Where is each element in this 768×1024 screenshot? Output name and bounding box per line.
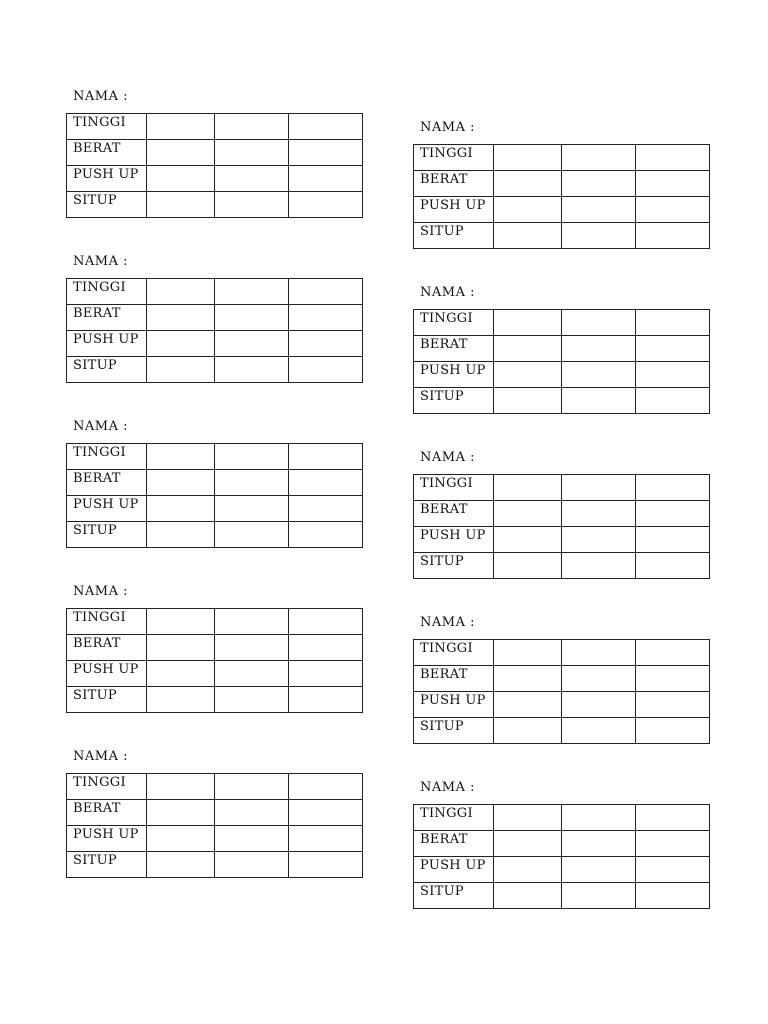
row-label: SITUP <box>67 687 147 713</box>
entry-cell[interactable] <box>562 666 636 692</box>
row-tinggi <box>67 279 363 305</box>
entry-cell[interactable] <box>215 140 289 166</box>
row-push-up <box>414 527 710 553</box>
entry-cell[interactable] <box>636 171 710 197</box>
row-situp <box>67 357 363 383</box>
name-label: NAMA : <box>73 254 128 269</box>
name-label: NAMA : <box>73 749 128 764</box>
row-tinggi <box>67 774 363 800</box>
row-label: SITUP <box>67 852 147 878</box>
row-label: SITUP <box>414 223 494 249</box>
entry-cell[interactable] <box>562 310 636 336</box>
row-label: BERAT <box>67 800 147 826</box>
entry-cell[interactable] <box>494 805 562 831</box>
entry-cell[interactable] <box>494 666 562 692</box>
row-label: PUSH UP <box>67 166 147 192</box>
entry-cell[interactable] <box>636 805 710 831</box>
row-tinggi <box>414 145 710 171</box>
row-situp <box>67 687 363 713</box>
entry-cell[interactable] <box>147 774 215 800</box>
entry-cell[interactable] <box>289 661 363 687</box>
entry-cell[interactable] <box>636 145 710 171</box>
row-label: SITUP <box>414 388 494 414</box>
row-push-up <box>67 331 363 357</box>
row-situp <box>414 223 710 249</box>
entry-cell[interactable] <box>215 331 289 357</box>
row-situp <box>414 883 710 909</box>
row-push-up <box>414 857 710 883</box>
row-berat <box>414 831 710 857</box>
row-push-up <box>414 362 710 388</box>
entry-cell[interactable] <box>147 826 215 852</box>
row-situp <box>414 388 710 414</box>
entry-cell[interactable] <box>147 114 215 140</box>
row-label: BERAT <box>67 140 147 166</box>
entry-cell[interactable] <box>215 852 289 878</box>
row-berat <box>414 666 710 692</box>
row-label: PUSH UP <box>414 362 494 388</box>
entry-cell[interactable] <box>215 635 289 661</box>
name-label: NAMA : <box>420 450 475 465</box>
entry-cell[interactable] <box>636 883 710 909</box>
entry-cell[interactable] <box>636 310 710 336</box>
entry-cell[interactable] <box>494 223 562 249</box>
row-label: TINGGI <box>67 609 147 635</box>
entry-cell[interactable] <box>562 640 636 666</box>
entry-cell[interactable] <box>215 496 289 522</box>
entry-cell[interactable] <box>494 831 562 857</box>
entry-cell[interactable] <box>636 718 710 744</box>
row-push-up <box>67 661 363 687</box>
entry-cell[interactable] <box>562 692 636 718</box>
entry-cell[interactable] <box>494 640 562 666</box>
entry-cell[interactable] <box>147 192 215 218</box>
entry-cell[interactable] <box>289 826 363 852</box>
measurement-table <box>66 773 363 878</box>
row-push-up <box>414 692 710 718</box>
entry-cell[interactable] <box>289 444 363 470</box>
entry-cell[interactable] <box>289 496 363 522</box>
row-label: PUSH UP <box>67 331 147 357</box>
entry-cell[interactable] <box>215 279 289 305</box>
entry-cell[interactable] <box>636 857 710 883</box>
row-label: BERAT <box>67 305 147 331</box>
row-label: PUSH UP <box>414 527 494 553</box>
row-label: TINGGI <box>67 279 147 305</box>
entry-cell[interactable] <box>636 831 710 857</box>
entry-cell[interactable] <box>636 388 710 414</box>
entry-cell[interactable] <box>289 166 363 192</box>
entry-cell[interactable] <box>147 305 215 331</box>
row-push-up <box>67 826 363 852</box>
row-label: BERAT <box>414 171 494 197</box>
entry-cell[interactable] <box>215 774 289 800</box>
row-berat <box>414 171 710 197</box>
entry-cell[interactable] <box>562 831 636 857</box>
row-berat <box>67 635 363 661</box>
entry-cell[interactable] <box>562 475 636 501</box>
entry-cell[interactable] <box>147 357 215 383</box>
entry-cell[interactable] <box>215 357 289 383</box>
row-tinggi <box>67 114 363 140</box>
row-label: TINGGI <box>67 114 147 140</box>
row-situp <box>414 718 710 744</box>
row-situp <box>67 192 363 218</box>
entry-cell[interactable] <box>215 444 289 470</box>
entry-cell[interactable] <box>562 553 636 579</box>
row-push-up <box>414 197 710 223</box>
row-berat <box>414 501 710 527</box>
entry-cell[interactable] <box>562 718 636 744</box>
entry-cell[interactable] <box>562 336 636 362</box>
entry-cell[interactable] <box>494 310 562 336</box>
row-tinggi <box>414 805 710 831</box>
entry-cell[interactable] <box>289 635 363 661</box>
entry-cell[interactable] <box>494 857 562 883</box>
entry-cell[interactable] <box>636 362 710 388</box>
entry-cell[interactable] <box>562 362 636 388</box>
row-berat <box>67 140 363 166</box>
measurement-table <box>66 608 363 713</box>
entry-cell[interactable] <box>147 800 215 826</box>
entry-cell[interactable] <box>289 522 363 548</box>
entry-cell[interactable] <box>215 687 289 713</box>
entry-cell[interactable] <box>147 166 215 192</box>
row-tinggi <box>67 444 363 470</box>
name-label: NAMA : <box>73 584 128 599</box>
row-label: TINGGI <box>67 774 147 800</box>
entry-cell[interactable] <box>147 635 215 661</box>
entry-cell[interactable] <box>636 475 710 501</box>
entry-cell[interactable] <box>215 166 289 192</box>
entry-cell[interactable] <box>636 501 710 527</box>
row-label: PUSH UP <box>67 826 147 852</box>
entry-cell[interactable] <box>562 527 636 553</box>
entry-cell[interactable] <box>289 687 363 713</box>
row-berat <box>67 800 363 826</box>
row-label: BERAT <box>67 470 147 496</box>
entry-cell[interactable] <box>215 609 289 635</box>
entry-cell[interactable] <box>562 197 636 223</box>
row-label: PUSH UP <box>414 197 494 223</box>
entry-cell[interactable] <box>562 171 636 197</box>
entry-cell[interactable] <box>147 444 215 470</box>
entry-cell[interactable] <box>215 192 289 218</box>
row-berat <box>67 470 363 496</box>
entry-cell[interactable] <box>289 140 363 166</box>
entry-cell[interactable] <box>147 140 215 166</box>
entry-cell[interactable] <box>289 192 363 218</box>
entry-cell[interactable] <box>562 388 636 414</box>
entry-cell[interactable] <box>494 883 562 909</box>
row-label: PUSH UP <box>67 496 147 522</box>
entry-cell[interactable] <box>215 661 289 687</box>
entry-cell[interactable] <box>147 522 215 548</box>
entry-cell[interactable] <box>147 331 215 357</box>
row-situp <box>67 852 363 878</box>
entry-cell[interactable] <box>562 883 636 909</box>
row-situp <box>414 553 710 579</box>
entry-cell[interactable] <box>494 692 562 718</box>
entry-cell[interactable] <box>147 687 215 713</box>
row-label: BERAT <box>67 635 147 661</box>
entry-cell[interactable] <box>215 800 289 826</box>
measurement-table <box>66 113 363 218</box>
entry-cell[interactable] <box>636 692 710 718</box>
entry-cell[interactable] <box>562 501 636 527</box>
row-label: BERAT <box>414 336 494 362</box>
entry-cell[interactable] <box>289 357 363 383</box>
row-berat <box>67 305 363 331</box>
name-label: NAMA : <box>420 780 475 795</box>
entry-cell[interactable] <box>636 640 710 666</box>
entry-cell[interactable] <box>562 223 636 249</box>
entry-cell[interactable] <box>289 774 363 800</box>
entry-cell[interactable] <box>562 805 636 831</box>
row-label: SITUP <box>414 553 494 579</box>
entry-cell[interactable] <box>636 223 710 249</box>
row-label: BERAT <box>414 831 494 857</box>
entry-cell[interactable] <box>289 800 363 826</box>
row-label: TINGGI <box>414 145 494 171</box>
row-label: SITUP <box>67 522 147 548</box>
entry-cell[interactable] <box>289 331 363 357</box>
name-label: NAMA : <box>73 89 128 104</box>
row-situp <box>67 522 363 548</box>
row-tinggi <box>414 475 710 501</box>
entry-cell[interactable] <box>494 171 562 197</box>
entry-cell[interactable] <box>147 852 215 878</box>
row-label: BERAT <box>414 501 494 527</box>
entry-cell[interactable] <box>494 197 562 223</box>
entry-cell[interactable] <box>289 114 363 140</box>
measurement-table <box>66 443 363 548</box>
row-tinggi <box>414 640 710 666</box>
row-label: TINGGI <box>414 310 494 336</box>
entry-cell[interactable] <box>636 666 710 692</box>
name-label: NAMA : <box>420 285 475 300</box>
entry-cell[interactable] <box>147 279 215 305</box>
measurement-table <box>66 278 363 383</box>
name-label: NAMA : <box>420 120 475 135</box>
row-berat <box>414 336 710 362</box>
row-label: SITUP <box>67 357 147 383</box>
entry-cell[interactable] <box>289 470 363 496</box>
entry-cell[interactable] <box>494 362 562 388</box>
measurement-table <box>413 309 710 414</box>
row-label: TINGGI <box>414 640 494 666</box>
entry-cell[interactable] <box>562 857 636 883</box>
row-label: SITUP <box>67 192 147 218</box>
row-label: TINGGI <box>414 805 494 831</box>
entry-cell[interactable] <box>147 496 215 522</box>
entry-cell[interactable] <box>494 553 562 579</box>
entry-cell[interactable] <box>494 501 562 527</box>
entry-cell[interactable] <box>215 305 289 331</box>
entry-cell[interactable] <box>215 470 289 496</box>
entry-cell[interactable] <box>215 826 289 852</box>
entry-cell[interactable] <box>494 388 562 414</box>
row-label: PUSH UP <box>67 661 147 687</box>
entry-cell[interactable] <box>215 114 289 140</box>
name-label: NAMA : <box>73 419 128 434</box>
measurement-table <box>413 474 710 579</box>
row-label: SITUP <box>414 718 494 744</box>
row-push-up <box>67 496 363 522</box>
row-label: PUSH UP <box>414 692 494 718</box>
entry-cell[interactable] <box>494 527 562 553</box>
row-label: PUSH UP <box>414 857 494 883</box>
entry-cell[interactable] <box>636 336 710 362</box>
entry-cell[interactable] <box>494 336 562 362</box>
entry-cell[interactable] <box>147 609 215 635</box>
entry-cell[interactable] <box>289 305 363 331</box>
row-label: TINGGI <box>414 475 494 501</box>
row-label: SITUP <box>414 883 494 909</box>
measurement-table <box>413 144 710 249</box>
entry-cell[interactable] <box>147 661 215 687</box>
row-label: BERAT <box>414 666 494 692</box>
entry-cell[interactable] <box>494 145 562 171</box>
entry-cell[interactable] <box>289 852 363 878</box>
entry-cell[interactable] <box>636 197 710 223</box>
entry-cell[interactable] <box>494 475 562 501</box>
entry-cell[interactable] <box>494 718 562 744</box>
measurement-table <box>413 804 710 909</box>
entry-cell[interactable] <box>289 609 363 635</box>
entry-cell[interactable] <box>147 470 215 496</box>
entry-cell[interactable] <box>636 553 710 579</box>
entry-cell[interactable] <box>636 527 710 553</box>
entry-cell[interactable] <box>289 279 363 305</box>
row-tinggi <box>414 310 710 336</box>
entry-cell[interactable] <box>562 145 636 171</box>
entry-cell[interactable] <box>215 522 289 548</box>
row-push-up <box>67 166 363 192</box>
row-label: TINGGI <box>67 444 147 470</box>
measurement-table <box>413 639 710 744</box>
name-label: NAMA : <box>420 615 475 630</box>
row-tinggi <box>67 609 363 635</box>
